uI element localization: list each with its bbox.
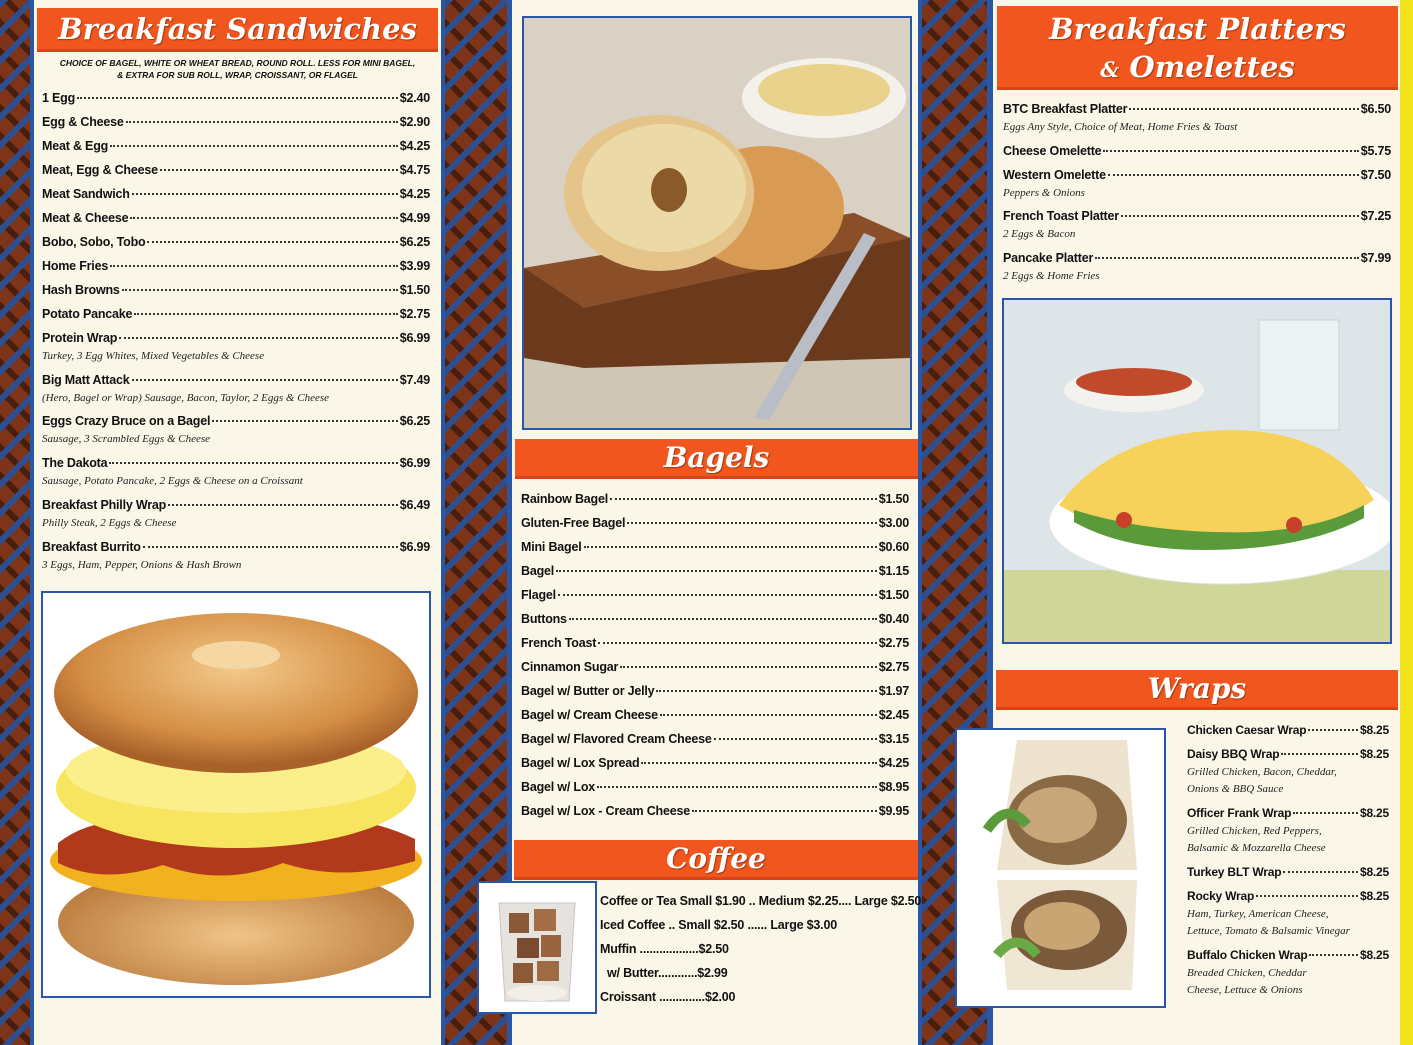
- menu-item: [521, 492, 909, 506]
- dot-leader: [132, 379, 398, 381]
- menu-item-name: Flagel: [521, 588, 556, 602]
- dot-leader: [1121, 215, 1359, 217]
- menu-item: [521, 540, 909, 554]
- dot-leader: [119, 337, 398, 339]
- menu-item: [42, 211, 430, 225]
- coffee-photo: [477, 881, 597, 1014]
- menu-item: [521, 564, 909, 578]
- menu-item-name: Buffalo Chicken Wrap: [1187, 948, 1308, 962]
- dot-leader: [134, 313, 397, 315]
- menu-item-price: $4.25: [399, 187, 430, 201]
- platters-title-amp: &: [1100, 57, 1120, 82]
- menu-item: [1003, 209, 1391, 223]
- menu-item: [521, 756, 909, 770]
- menu-item-name: Breakfast Philly Wrap: [42, 497, 167, 512]
- dot-leader: [1108, 174, 1359, 176]
- coffee-line-4: w/ Butter............$2.99: [607, 966, 728, 980]
- menu-item-price: $8.25: [1359, 806, 1389, 820]
- menu-item-name: Breakfast Burrito: [42, 539, 141, 554]
- menu-item-price: $4.25: [399, 139, 430, 153]
- menu-item-name: Daisy BBQ Wrap: [1187, 747, 1280, 761]
- coffee-line-1: Coffee or Tea Small $1.90 .. Medium $2.25.... Large $2.50: [600, 894, 922, 908]
- dot-leader: [160, 169, 398, 171]
- dot-leader: [627, 522, 876, 524]
- menu-item: [42, 373, 430, 387]
- dot-leader: [168, 504, 398, 506]
- menu-item-price: $8.25: [1359, 889, 1389, 903]
- menu-item-name: Hash Browns: [42, 283, 120, 297]
- menu-item-name: Officer Frank Wrap: [1187, 806, 1292, 820]
- menu-item-name: Bagel w/ Lox: [521, 780, 596, 794]
- menu-item-description: Eggs Any Style, Choice of Meat, Home Fries & Toast: [1003, 121, 1238, 133]
- menu-item-name: Eggs Crazy Bruce on a Bagel: [42, 414, 211, 429]
- menu-item: [42, 139, 430, 153]
- menu-item: [42, 498, 430, 512]
- dot-leader: [147, 241, 397, 243]
- egg-sandwich-image: [43, 593, 429, 996]
- menu-item: [42, 187, 430, 201]
- menu-item-name: Big Matt Attack: [42, 372, 130, 387]
- menu-item-price: $8.95: [878, 780, 909, 794]
- menu-item: [521, 588, 909, 602]
- menu-item-description: Philly Steak, 2 Eggs & Cheese: [42, 516, 177, 529]
- menu-item-price: $4.99: [399, 211, 430, 225]
- menu-item-price: $1.50: [399, 283, 430, 297]
- dot-leader: [126, 121, 398, 123]
- menu-item-price: $1.50: [878, 492, 909, 506]
- menu-item-price: $6.99: [399, 331, 430, 345]
- menu-item-price: $2.75: [878, 660, 909, 674]
- platters-banner: [997, 6, 1398, 90]
- menu-item-description: Turkey, 3 Egg Whites, Mixed Vegetables & Cheese: [42, 350, 265, 362]
- menu-item-name: Meat & Egg: [42, 139, 109, 153]
- menu-item: [521, 732, 909, 746]
- platters-title-line-2: [997, 48, 1398, 89]
- menu-item-description: Breaded Chicken, Cheddar: [1187, 967, 1307, 979]
- menu-item-description: (Hero, Bagel or Wrap) Sausage, Bacon, Taylor, 2 Eggs & Cheese: [42, 391, 329, 404]
- menu-item-price: $1.97: [878, 684, 909, 698]
- wrap-photo: [955, 728, 1166, 1008]
- menu-item-price: $8.25: [1359, 747, 1389, 761]
- menu-item-price: $2.75: [399, 307, 430, 321]
- dot-leader: [558, 594, 877, 596]
- menu-item-price: $2.40: [399, 91, 430, 105]
- menu-item-price: $1.50: [878, 588, 909, 602]
- menu-item-price: $7.99: [1360, 250, 1391, 265]
- dot-leader: [1256, 895, 1358, 897]
- menu-item-price: $7.50: [1360, 167, 1391, 182]
- menu-item: [1003, 251, 1391, 265]
- menu-item-price: $4.25: [878, 756, 909, 770]
- blue-border: [441, 0, 445, 1045]
- wrap-image: [957, 730, 1164, 1006]
- menu-item: [521, 708, 909, 722]
- menu-item: [1003, 168, 1391, 182]
- menu-item-price: $0.60: [878, 540, 909, 554]
- dot-leader: [1308, 729, 1358, 731]
- menu-item-name: Home Fries: [42, 259, 109, 273]
- menu-item-name: 1 Egg: [42, 91, 76, 105]
- menu-item-name: Rocky Wrap: [1187, 889, 1255, 903]
- menu-item-price: $5.75: [1360, 143, 1391, 158]
- menu-item: [1187, 806, 1389, 820]
- menu-item-price: $1.15: [878, 564, 909, 578]
- menu-item-description: Sausage, 3 Scrambled Eggs & Cheese: [42, 433, 211, 446]
- menu-item-name: Western Omelette: [1003, 167, 1106, 182]
- sandwiches-banner: Breakfast Sandwiches: [37, 8, 438, 52]
- menu-item-price: $0.40: [878, 612, 909, 626]
- menu-item-price: $2.45: [878, 708, 909, 722]
- bagel-image: [524, 18, 910, 428]
- sandwiches-note-line-1: CHOICE OF BAGEL, WHITE OR WHEAT BREAD, ROUND ROLL. LESS FOR MINI BAGEL,: [59, 58, 416, 68]
- sandwiches-note: [40, 57, 435, 81]
- menu-item-description: 3 Eggs, Ham, Pepper, Onions & Hash Brown: [42, 558, 242, 571]
- coffee-banner: Coffee: [514, 840, 918, 880]
- menu-item-name: French Toast Platter: [1003, 209, 1119, 223]
- menu-item: [1187, 865, 1389, 879]
- menu-item-name: Mini Bagel: [521, 540, 582, 554]
- iced-coffee-image: [479, 883, 595, 1012]
- menu-item: [521, 636, 909, 650]
- dot-leader: [1103, 150, 1358, 152]
- menu-item-name: Bagel w/ Butter or Jelly: [521, 684, 655, 698]
- menu-item: [1187, 723, 1389, 737]
- dot-leader: [110, 265, 398, 267]
- dot-leader: [641, 762, 876, 764]
- menu-item-name: Meat & Cheese: [42, 211, 129, 225]
- menu-item-name: Pancake Platter: [1003, 250, 1094, 265]
- menu-item-name: Meat, Egg & Cheese: [42, 163, 158, 177]
- menu-item: [42, 235, 430, 249]
- menu-item-description: Peppers & Onions: [1003, 186, 1085, 199]
- dot-leader: [109, 462, 397, 464]
- menu-item-name: Bagel w/ Lox Spread: [521, 756, 640, 770]
- menu-item-description: Grilled Chicken, Red Peppers,: [1187, 825, 1322, 837]
- dot-leader: [569, 618, 877, 620]
- dot-leader: [130, 217, 397, 219]
- dot-leader: [556, 570, 877, 572]
- menu-item-name: Buttons: [521, 612, 567, 626]
- menu-item: [1187, 889, 1389, 903]
- omelette-photo: [1002, 298, 1392, 644]
- menu-item-price: $8.25: [1359, 723, 1389, 737]
- menu-item-name: Egg & Cheese: [42, 115, 124, 129]
- menu-item: [42, 115, 430, 129]
- menu-item-price: $8.25: [1359, 865, 1389, 879]
- menu-item: [42, 283, 430, 297]
- menu-item-name: Bagel w/ Lox - Cream Cheese: [521, 804, 690, 818]
- menu-item-price: $8.25: [1359, 948, 1389, 962]
- menu-item-price: $3.99: [399, 259, 430, 273]
- menu-item-price: $6.99: [399, 539, 430, 554]
- menu-item-price: $7.25: [1360, 209, 1391, 223]
- menu-item-price: $4.75: [399, 163, 430, 177]
- omelette-image: [1004, 300, 1390, 642]
- platters-title-omelettes: Omelettes: [1129, 50, 1295, 84]
- menu-item: [42, 414, 430, 428]
- menu-item-description: Sausage, Potato Pancake, 2 Eggs & Cheese on a Croissant: [42, 475, 303, 488]
- menu-item-price: $6.99: [399, 456, 430, 471]
- menu-item-description: 2 Eggs & Home Fries: [1003, 269, 1100, 282]
- menu-item-name: Potato Pancake: [42, 307, 133, 321]
- menu-item-name: Cheese Omelette: [1003, 143, 1102, 158]
- menu-item: [1187, 747, 1389, 761]
- menu-item-name: Chicken Caesar Wrap: [1187, 723, 1307, 737]
- menu-item: [521, 612, 909, 626]
- menu-item: [42, 91, 430, 105]
- menu-item-name: The Dakota: [42, 456, 108, 471]
- menu-item-name: BTC Breakfast Platter: [1003, 102, 1128, 116]
- menu-item-name: Bagel: [521, 564, 555, 578]
- coffee-line-2: Iced Coffee .. Small $2.50 ...... Large $3.00: [600, 918, 837, 932]
- sandwich-photo: [41, 591, 431, 998]
- dot-leader: [598, 642, 877, 644]
- menu-item: [1003, 102, 1391, 116]
- menu-item-description: Lettuce, Tomato & Balsamic Vinegar: [1187, 925, 1350, 937]
- dot-leader: [1283, 871, 1358, 873]
- yellow-border: [1400, 0, 1413, 1045]
- menu-item-price: $6.49: [399, 497, 430, 512]
- menu-item-name: French Toast: [521, 636, 597, 650]
- bagels-banner: Bagels: [515, 439, 918, 479]
- menu-item-name: Bagel w/ Flavored Cream Cheese: [521, 732, 712, 746]
- menu-item: [42, 331, 430, 345]
- menu-item-name: Rainbow Bagel: [521, 492, 608, 506]
- menu-item: [521, 516, 909, 530]
- dot-leader: [143, 546, 398, 548]
- menu-item-price: $2.90: [399, 115, 430, 129]
- menu-item-name: Protein Wrap: [42, 331, 118, 345]
- menu-item-description: Onions & BBQ Sauce: [1187, 783, 1284, 795]
- menu-item: [1187, 948, 1389, 962]
- menu-item-price: $6.25: [399, 414, 430, 429]
- left-pattern-strip: [0, 0, 30, 1045]
- menu-item-description: 2 Eggs & Bacon: [1003, 228, 1076, 240]
- menu-item-name: Bobo, Sobo, Tobo: [42, 235, 146, 249]
- dot-leader: [212, 420, 397, 422]
- menu-item-price: $6.50: [1360, 102, 1391, 116]
- dot-leader: [132, 193, 398, 195]
- dot-leader: [656, 690, 876, 692]
- sandwiches-note-line-2: & EXTRA FOR SUB ROLL, WRAP, CROISSANT, OR FLAGEL: [117, 70, 358, 80]
- dot-leader: [110, 145, 398, 147]
- menu-item-name: Gluten-Free Bagel: [521, 516, 626, 530]
- menu-item: [1003, 144, 1391, 158]
- dot-leader: [77, 97, 398, 99]
- coffee-line-5: Croissant ..............$2.00: [600, 990, 736, 1004]
- dot-leader: [1129, 108, 1358, 110]
- menu-item: [42, 259, 430, 273]
- menu-item: [521, 804, 909, 818]
- dot-leader: [692, 810, 877, 812]
- menu-item-description: Cheese, Lettuce & Onions: [1187, 984, 1303, 996]
- menu-item: [42, 163, 430, 177]
- dot-leader: [597, 786, 877, 788]
- dot-leader: [584, 546, 877, 548]
- dot-leader: [1293, 812, 1358, 814]
- menu-item: [42, 307, 430, 321]
- platters-title-line-1: Breakfast Platters: [1049, 12, 1346, 46]
- dot-leader: [714, 738, 877, 740]
- dot-leader: [122, 289, 398, 291]
- dot-leader: [660, 714, 877, 716]
- menu-item-price: $9.95: [878, 804, 909, 818]
- menu-item-name: Bagel w/ Cream Cheese: [521, 708, 658, 722]
- menu-item-price: $3.15: [878, 732, 909, 746]
- menu-item-price: $2.75: [878, 636, 909, 650]
- dot-leader: [1095, 257, 1359, 259]
- blue-border: [918, 0, 922, 1045]
- menu-item-price: $3.00: [878, 516, 909, 530]
- dot-leader: [1281, 753, 1358, 755]
- dot-leader: [620, 666, 877, 668]
- menu-item-name: Cinnamon Sugar: [521, 660, 619, 674]
- wraps-banner: Wraps: [996, 670, 1398, 710]
- dot-leader: [610, 498, 877, 500]
- menu-item-description: Balsamic & Mozzarella Cheese: [1187, 842, 1326, 854]
- menu-item-description: Ham, Turkey, American Cheese,: [1187, 908, 1329, 920]
- menu-item: [42, 456, 430, 470]
- dot-leader: [1309, 954, 1358, 956]
- menu-item-name: Meat Sandwich: [42, 187, 130, 201]
- menu-item: [42, 540, 430, 554]
- menu-item-name: Turkey BLT Wrap: [1187, 865, 1282, 879]
- menu-item: [521, 660, 909, 674]
- bagel-photo: [522, 16, 912, 430]
- menu-item-description: Grilled Chicken, Bacon, Cheddar,: [1187, 766, 1337, 778]
- menu-item-price: $7.49: [399, 372, 430, 387]
- menu-item: [521, 684, 909, 698]
- coffee-line-3: Muffin ..................$2.50: [600, 942, 729, 956]
- menu-item-price: $6.25: [399, 235, 430, 249]
- menu-item: [521, 780, 909, 794]
